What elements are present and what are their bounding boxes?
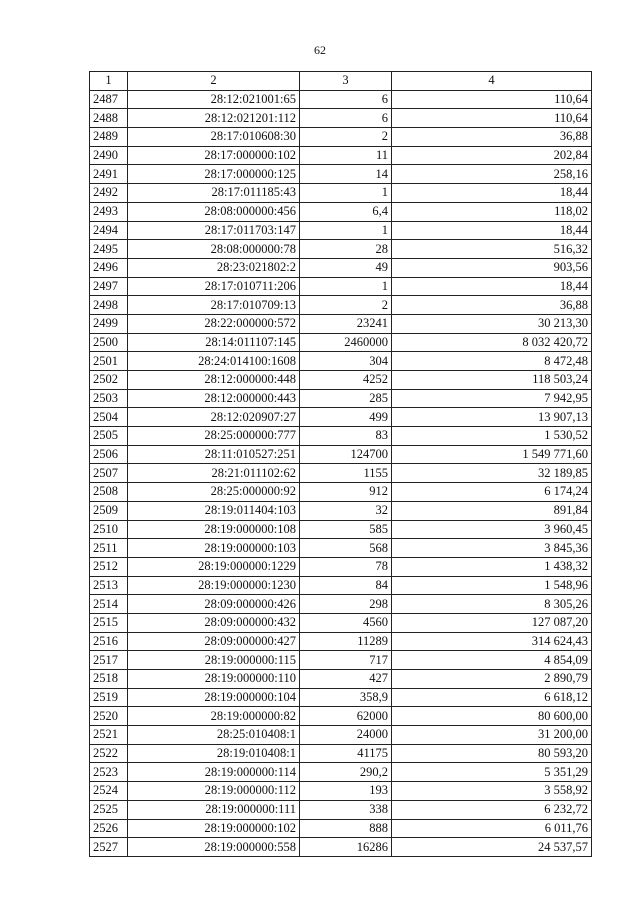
cadastral-number-cell: 28:14:011107:145: [128, 333, 300, 352]
amount-cell: 13 907,13: [392, 408, 592, 427]
area-cell: 338: [300, 800, 392, 819]
table-row: [90, 688, 592, 707]
area-cell: 78: [300, 557, 392, 576]
area-cell: 912: [300, 483, 392, 502]
area-cell: 24000: [300, 726, 392, 745]
table-row: [90, 352, 592, 371]
table-row: [90, 371, 592, 390]
cadastral-number-cell: 28:24:014100:1608: [128, 352, 300, 371]
area-cell: 568: [300, 539, 392, 558]
table-row: [90, 165, 592, 184]
cadastral-number-cell: 28:17:011185:43: [128, 184, 300, 203]
row-number-cell: 2524: [90, 782, 128, 801]
amount-cell: 30 213,30: [392, 314, 592, 333]
row-number-cell: 2495: [90, 240, 128, 259]
table-row: [90, 670, 592, 689]
amount-cell: 118 503,24: [392, 371, 592, 390]
table-row: [90, 427, 592, 446]
cadastral-number-cell: 28:19:000000:112: [128, 782, 300, 801]
amount-cell: 80 593,20: [392, 744, 592, 763]
row-number-cell: 2506: [90, 445, 128, 464]
row-number-cell: 2510: [90, 520, 128, 539]
area-cell: 1: [300, 221, 392, 240]
cadastral-number-cell: 28:09:000000:427: [128, 632, 300, 651]
header-row: [90, 72, 592, 91]
row-number-cell: 2498: [90, 296, 128, 315]
cadastral-number-cell: 28:19:000000:102: [128, 819, 300, 838]
row-number-cell: 2499: [90, 314, 128, 333]
row-number-cell: 2492: [90, 184, 128, 203]
column-header-4: 4: [392, 72, 592, 91]
row-number-cell: 2507: [90, 464, 128, 483]
cadastral-number-cell: 28:19:000000:103: [128, 539, 300, 558]
cadastral-number-cell: 28:12:000000:443: [128, 389, 300, 408]
row-number-cell: 2488: [90, 109, 128, 128]
area-cell: 6,4: [300, 202, 392, 221]
registry-table: [89, 71, 592, 857]
cadastral-number-cell: 28:19:000000:104: [128, 688, 300, 707]
area-cell: 717: [300, 651, 392, 670]
table-row: [90, 389, 592, 408]
amount-cell: 118,02: [392, 202, 592, 221]
row-number-cell: 2491: [90, 165, 128, 184]
area-cell: 888: [300, 819, 392, 838]
area-cell: 290,2: [300, 763, 392, 782]
table-row: [90, 651, 592, 670]
area-cell: 1: [300, 277, 392, 296]
cadastral-number-cell: 28:12:020907:27: [128, 408, 300, 427]
amount-cell: 202,84: [392, 146, 592, 165]
table-row: [90, 782, 592, 801]
area-cell: 62000: [300, 707, 392, 726]
table-row: [90, 744, 592, 763]
area-cell: 2460000: [300, 333, 392, 352]
row-number-cell: 2509: [90, 501, 128, 520]
row-number-cell: 2513: [90, 576, 128, 595]
cadastral-number-cell: 28:19:011404:103: [128, 501, 300, 520]
area-cell: 23241: [300, 314, 392, 333]
amount-cell: 32 189,85: [392, 464, 592, 483]
area-cell: 427: [300, 670, 392, 689]
cadastral-number-cell: 28:17:000000:102: [128, 146, 300, 165]
amount-cell: 8 472,48: [392, 352, 592, 371]
row-number-cell: 2490: [90, 146, 128, 165]
table-row: [90, 557, 592, 576]
row-number-cell: 2525: [90, 800, 128, 819]
table-row: [90, 464, 592, 483]
area-cell: 1: [300, 184, 392, 203]
table-row: [90, 202, 592, 221]
amount-cell: 3 558,92: [392, 782, 592, 801]
table-row: [90, 314, 592, 333]
table-row: [90, 90, 592, 109]
cadastral-number-cell: 28:19:000000:82: [128, 707, 300, 726]
area-cell: 585: [300, 520, 392, 539]
table-row: [90, 632, 592, 651]
cadastral-number-cell: 28:23:021802:2: [128, 258, 300, 277]
area-cell: 2: [300, 296, 392, 315]
row-number-cell: 2500: [90, 333, 128, 352]
area-cell: 358,9: [300, 688, 392, 707]
row-number-cell: 2508: [90, 483, 128, 502]
area-cell: 11: [300, 146, 392, 165]
amount-cell: 1 438,32: [392, 557, 592, 576]
area-cell: 28: [300, 240, 392, 259]
row-number-cell: 2489: [90, 128, 128, 147]
amount-cell: 1 530,52: [392, 427, 592, 446]
amount-cell: 110,64: [392, 109, 592, 128]
row-number-cell: 2523: [90, 763, 128, 782]
amount-cell: 36,88: [392, 296, 592, 315]
area-cell: 6: [300, 90, 392, 109]
area-cell: 14: [300, 165, 392, 184]
cadastral-number-cell: 28:19:000000:111: [128, 800, 300, 819]
cadastral-number-cell: 28:11:010527:251: [128, 445, 300, 464]
row-number-cell: 2518: [90, 670, 128, 689]
table-row: [90, 539, 592, 558]
row-number-cell: 2512: [90, 557, 128, 576]
table-row: [90, 408, 592, 427]
table-body: [90, 90, 592, 856]
amount-cell: 7 942,95: [392, 389, 592, 408]
amount-cell: 18,44: [392, 184, 592, 203]
amount-cell: 2 890,79: [392, 670, 592, 689]
row-number-cell: 2487: [90, 90, 128, 109]
row-number-cell: 2516: [90, 632, 128, 651]
area-cell: 4252: [300, 371, 392, 390]
amount-cell: 4 854,09: [392, 651, 592, 670]
area-cell: 1155: [300, 464, 392, 483]
cadastral-number-cell: 28:12:021201:112: [128, 109, 300, 128]
cadastral-number-cell: 28:19:000000:115: [128, 651, 300, 670]
row-number-cell: 2503: [90, 389, 128, 408]
table-row: [90, 501, 592, 520]
amount-cell: 314 624,43: [392, 632, 592, 651]
amount-cell: 6 011,76: [392, 819, 592, 838]
table-row: [90, 613, 592, 632]
row-number-cell: 2505: [90, 427, 128, 446]
area-cell: 11289: [300, 632, 392, 651]
table-row: [90, 763, 592, 782]
cadastral-number-cell: 28:17:010711:206: [128, 277, 300, 296]
amount-cell: 110,64: [392, 90, 592, 109]
cadastral-number-cell: 28:09:000000:432: [128, 613, 300, 632]
amount-cell: 1 549 771,60: [392, 445, 592, 464]
amount-cell: 258,16: [392, 165, 592, 184]
table-row: [90, 277, 592, 296]
row-number-cell: 2519: [90, 688, 128, 707]
amount-cell: 127 087,20: [392, 613, 592, 632]
table-row: [90, 520, 592, 539]
amount-cell: 18,44: [392, 221, 592, 240]
table-row: [90, 221, 592, 240]
area-cell: 285: [300, 389, 392, 408]
table-row: [90, 576, 592, 595]
row-number-cell: 2501: [90, 352, 128, 371]
cadastral-number-cell: 28:17:010709:13: [128, 296, 300, 315]
amount-cell: 24 537,57: [392, 838, 592, 857]
cadastral-number-cell: 28:12:000000:448: [128, 371, 300, 390]
cadastral-number-cell: 28:17:010608:30: [128, 128, 300, 147]
table-row: [90, 800, 592, 819]
row-number-cell: 2514: [90, 595, 128, 614]
area-cell: 6: [300, 109, 392, 128]
row-number-cell: 2496: [90, 258, 128, 277]
cadastral-number-cell: 28:19:000000:558: [128, 838, 300, 857]
table-row: [90, 146, 592, 165]
column-header-3: 3: [300, 72, 392, 91]
row-number-cell: 2521: [90, 726, 128, 745]
amount-cell: 6 174,24: [392, 483, 592, 502]
area-cell: 304: [300, 352, 392, 371]
table-row: [90, 595, 592, 614]
amount-cell: 516,32: [392, 240, 592, 259]
cadastral-number-cell: 28:12:021001:65: [128, 90, 300, 109]
amount-cell: 5 351,29: [392, 763, 592, 782]
cadastral-number-cell: 28:19:010408:1: [128, 744, 300, 763]
amount-cell: 891,84: [392, 501, 592, 520]
area-cell: 499: [300, 408, 392, 427]
area-cell: 2: [300, 128, 392, 147]
table-row: [90, 296, 592, 315]
amount-cell: 3 845,36: [392, 539, 592, 558]
cadastral-number-cell: 28:19:000000:1229: [128, 557, 300, 576]
area-cell: 41175: [300, 744, 392, 763]
amount-cell: 80 600,00: [392, 707, 592, 726]
cadastral-number-cell: 28:19:000000:114: [128, 763, 300, 782]
row-number-cell: 2522: [90, 744, 128, 763]
area-cell: 84: [300, 576, 392, 595]
table-row: [90, 445, 592, 464]
row-number-cell: 2526: [90, 819, 128, 838]
row-number-cell: 2517: [90, 651, 128, 670]
area-cell: 32: [300, 501, 392, 520]
table-row: [90, 240, 592, 259]
table-row: [90, 109, 592, 128]
cadastral-number-cell: 28:19:000000:110: [128, 670, 300, 689]
area-cell: 4560: [300, 613, 392, 632]
row-number-cell: 2497: [90, 277, 128, 296]
row-number-cell: 2494: [90, 221, 128, 240]
row-number-cell: 2515: [90, 613, 128, 632]
table-row: [90, 128, 592, 147]
amount-cell: 6 618,12: [392, 688, 592, 707]
cadastral-number-cell: 28:25:000000:777: [128, 427, 300, 446]
area-cell: 193: [300, 782, 392, 801]
cadastral-number-cell: 28:25:000000:92: [128, 483, 300, 502]
row-number-cell: 2527: [90, 838, 128, 857]
cadastral-number-cell: 28:08:000000:78: [128, 240, 300, 259]
table-row: [90, 483, 592, 502]
amount-cell: 36,88: [392, 128, 592, 147]
row-number-cell: 2502: [90, 371, 128, 390]
cadastral-number-cell: 28:08:000000:456: [128, 202, 300, 221]
table-row: [90, 184, 592, 203]
table-row: [90, 726, 592, 745]
amount-cell: 1 548,96: [392, 576, 592, 595]
cadastral-number-cell: 28:25:010408:1: [128, 726, 300, 745]
column-header-1: 1: [90, 72, 128, 91]
area-cell: 124700: [300, 445, 392, 464]
page-number: 62: [314, 43, 326, 57]
cadastral-number-cell: 28:09:000000:426: [128, 595, 300, 614]
row-number-cell: 2520: [90, 707, 128, 726]
table-row: [90, 838, 592, 857]
table-row: [90, 333, 592, 352]
row-number-cell: 2493: [90, 202, 128, 221]
cadastral-number-cell: 28:19:000000:1230: [128, 576, 300, 595]
table-row: [90, 258, 592, 277]
area-cell: 16286: [300, 838, 392, 857]
table-row: [90, 707, 592, 726]
row-number-cell: 2504: [90, 408, 128, 427]
amount-cell: 8 305,26: [392, 595, 592, 614]
table-row: [90, 819, 592, 838]
column-header-2: 2: [128, 72, 300, 91]
row-number-cell: 2511: [90, 539, 128, 558]
cadastral-number-cell: 28:21:011102:62: [128, 464, 300, 483]
cadastral-number-cell: 28:22:000000:572: [128, 314, 300, 333]
cadastral-number-cell: 28:17:000000:125: [128, 165, 300, 184]
area-cell: 298: [300, 595, 392, 614]
amount-cell: 6 232,72: [392, 800, 592, 819]
cadastral-number-cell: 28:17:011703:147: [128, 221, 300, 240]
cadastral-number-cell: 28:19:000000:108: [128, 520, 300, 539]
amount-cell: 8 032 420,72: [392, 333, 592, 352]
amount-cell: 3 960,45: [392, 520, 592, 539]
area-cell: 49: [300, 258, 392, 277]
amount-cell: 31 200,00: [392, 726, 592, 745]
area-cell: 83: [300, 427, 392, 446]
amount-cell: 903,56: [392, 258, 592, 277]
amount-cell: 18,44: [392, 277, 592, 296]
